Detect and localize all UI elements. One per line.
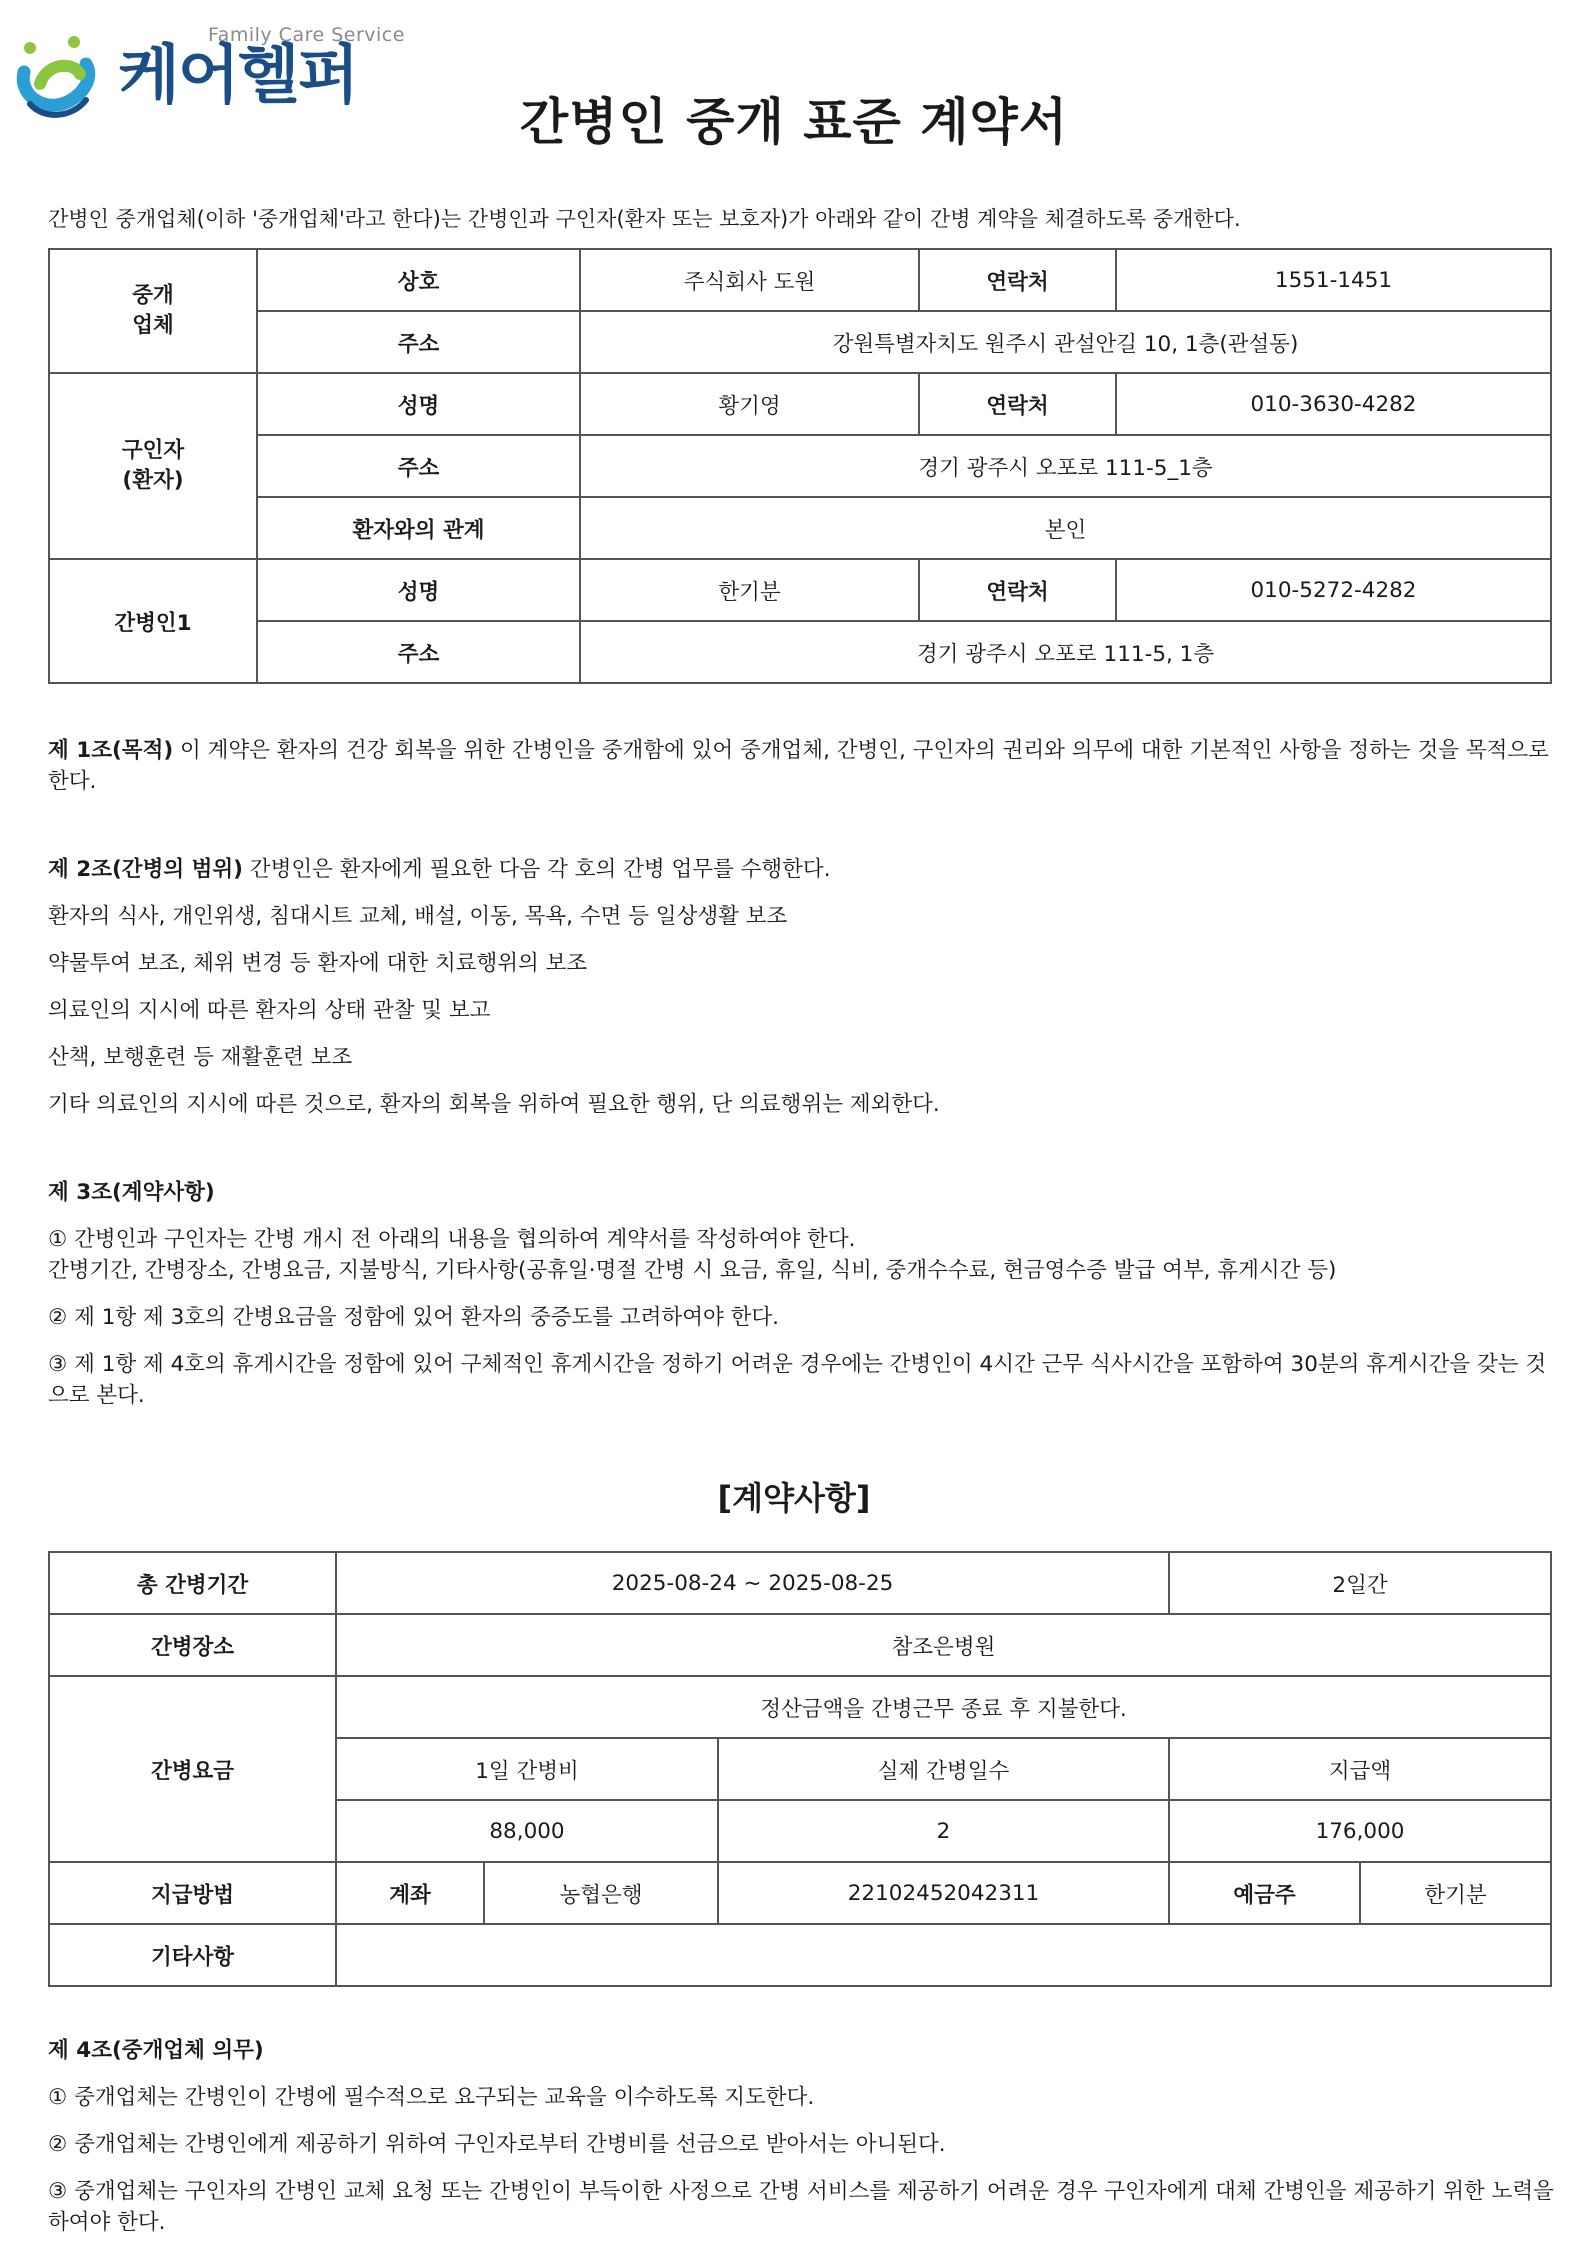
holder-name: 한기분 [1360, 1862, 1551, 1924]
contract-table [48, 1551, 1552, 1987]
account-number: 22102452042311 [718, 1862, 1169, 1924]
caregiver-name-label: 성명 [257, 559, 580, 621]
article-3-clause-1: ① 간병인과 구인자는 간병 개시 전 아래의 내용을 협의하여 계약서를 작성하여야 한다. [48, 1227, 856, 1252]
fee-note: 정산금액을 간병근무 종료 후 지불한다. [336, 1676, 1551, 1738]
article-4 [48, 2035, 1560, 2254]
daily-fee-value: 88,000 [336, 1800, 718, 1862]
amount-value: 176,000 [1169, 1800, 1551, 1862]
period-value: 2025-08-24 ~ 2025-08-25 [336, 1552, 1169, 1614]
client-name: 황기영 [580, 373, 919, 435]
article-4-clause-1: ① 중개업체는 간병인이 간병에 필수적으로 요구되는 교육을 이수하도록 지도한다. [48, 2085, 815, 2110]
client-label: 구인자 (환자) [49, 373, 257, 559]
holder-label: 예금주 [1169, 1862, 1360, 1924]
caregiver-label: 간병인1 [49, 559, 257, 683]
article-1-text: 이 계약은 환자의 건강 회복을 위한 간병인을 중개함에 있어 중개업체, 간병인, 구인자의 권리와 의무에 대한 기본적인 사항을 정하는 것을 목적으로 한다. [48, 738, 1549, 794]
list-item: 환자의 식사, 개인위생, 침대시트 교체, 배설, 이동, 목욕, 수면 등 일상생활 보조 [48, 904, 788, 929]
article-4-clause-2: ② 중개업체는 간병인에게 제공하기 위하여 구인자로부터 간병비를 선금으로 받아서는 아니된다. [48, 2132, 946, 2157]
article-2 [48, 854, 1560, 1136]
article-1 [48, 735, 1560, 813]
page-title: 간병인 중개 표준 계약서 [519, 93, 1069, 151]
account-label: 계좌 [336, 1862, 484, 1924]
list-item: 기타 의료인의 지시에 따른 것으로, 환자의 회복을 위하여 필요한 행위, 단 의료행위는 제외한다. [48, 1092, 940, 1117]
etc-label: 기타사항 [49, 1924, 336, 1986]
table-row [49, 1862, 1551, 1924]
article-3-clause-3: ③ 제 1항 제 4호의 휴게시간을 정함에 있어 구체적인 휴게시간을 정하기 어려운 경우에는 간병인이 4시간 근무 식사시간을 포함하여 30분의 휴게시간을 갖는 것으로 본다. [48, 1352, 1547, 1408]
list-item: 산책, 보행훈련 등 재활훈련 보조 [48, 1045, 353, 1070]
logo-name: 케어헬퍼 [118, 39, 358, 113]
actual-days-value: 2 [718, 1800, 1169, 1862]
table-row [49, 559, 1551, 621]
client-relation-label: 환자와의 관계 [257, 497, 580, 559]
list-item: 의료인의 지시에 따른 환자의 상태 관찰 및 보고 [48, 998, 491, 1023]
daily-fee-label: 1일 간병비 [336, 1738, 718, 1800]
table-row [49, 621, 1551, 683]
article-4-heading: 제 4조(중개업체 의무) [48, 2038, 264, 2063]
place-label: 간병장소 [49, 1614, 336, 1676]
article-4-clause-3: ③ 중개업체는 구인자의 간병인 교체 요청 또는 간병인이 부득이한 사정으로 간병 서비스를 제공하기 어려운 경우 구인자에게 대체 간병인을 제공하기 위한 노력을 하여야 한다. [48, 2179, 1554, 2235]
article-2-text: 간병인은 환자에게 필요한 다음 각 호의 간병 업무를 수행한다. [242, 857, 831, 882]
bank-name: 농협은행 [484, 1862, 718, 1924]
fee-label: 간병요금 [49, 1676, 336, 1862]
agency-contact-label: 연락처 [919, 249, 1116, 311]
caregiver-contact-label: 연락처 [919, 559, 1116, 621]
client-name-label: 성명 [257, 373, 580, 435]
place-value: 참조은병원 [336, 1614, 1551, 1676]
article-3-clause-1-detail: 간병기간, 간병장소, 간병요금, 지불방식, 기타사항(공휴일·명절 간병 시 요금, 휴일, 식비, 중개수수료, 현금영수증 발급 여부, 휴게시간 등) [48, 1258, 1337, 1283]
intro-text: 간병인 중개업체(이하 '중개업체'라고 한다)는 간병인과 구인자(환자 또는 보호자)가 아래와 같이 간병 계약을 체결하도록 중개한다. [48, 207, 1241, 231]
agency-contact: 1551-1451 [1116, 249, 1551, 311]
article-2-heading: 제 2조(간병의 범위) [48, 857, 243, 882]
caregiver-address: 경기 광주시 오포로 111-5, 1층 [580, 621, 1551, 683]
agency-name-label: 상호 [257, 249, 580, 311]
table-row [49, 373, 1551, 435]
article-3-clause-2: ② 제 1항 제 3호의 간병요금을 정함에 있어 환자의 중증도를 고려하여야 한다. [48, 1305, 779, 1330]
caregiver-contact: 010-5272-4282 [1116, 559, 1551, 621]
payment-label: 지급방법 [49, 1862, 336, 1924]
table-row [49, 311, 1551, 373]
table-row [49, 497, 1551, 559]
table-row [49, 1552, 1551, 1614]
amount-label: 지급액 [1169, 1738, 1551, 1800]
table-row [49, 249, 1551, 311]
table-row [49, 1676, 1551, 1738]
article-3-heading: 제 3조(계약사항) [48, 1180, 215, 1205]
parties-table [48, 248, 1552, 684]
table-row [49, 1924, 1551, 1986]
agency-name: 주식회사 도원 [580, 249, 919, 311]
table-row [49, 435, 1551, 497]
logo-subtitle: Family Care Service [208, 24, 405, 46]
agency-address: 강원특별자치도 원주시 관설안길 10, 1층(관설동) [580, 311, 1551, 373]
contract-section-title: [계약사항] [717, 1479, 871, 1517]
period-days: 2일간 [1169, 1552, 1551, 1614]
client-address-label: 주소 [257, 435, 580, 497]
period-label: 총 간병기간 [49, 1552, 336, 1614]
list-item: 약물투여 보조, 체위 변경 등 환자에 대한 치료행위의 보조 [48, 951, 588, 976]
client-contact-label: 연락처 [919, 373, 1116, 435]
agency-address-label: 주소 [257, 311, 580, 373]
agency-label: 중개 업체 [49, 249, 257, 373]
actual-days-label: 실제 간병일수 [718, 1738, 1169, 1800]
caregiver-name: 한기분 [580, 559, 919, 621]
client-address: 경기 광주시 오포로 111-5_1층 [580, 435, 1551, 497]
caregiver-address-label: 주소 [257, 621, 580, 683]
client-contact: 010-3630-4282 [1116, 373, 1551, 435]
article-3 [48, 1177, 1560, 1427]
table-row [49, 1614, 1551, 1676]
etc-value [336, 1924, 1551, 1986]
client-relation: 본인 [580, 497, 1551, 559]
article-1-heading: 제 1조(목적) [48, 738, 174, 763]
